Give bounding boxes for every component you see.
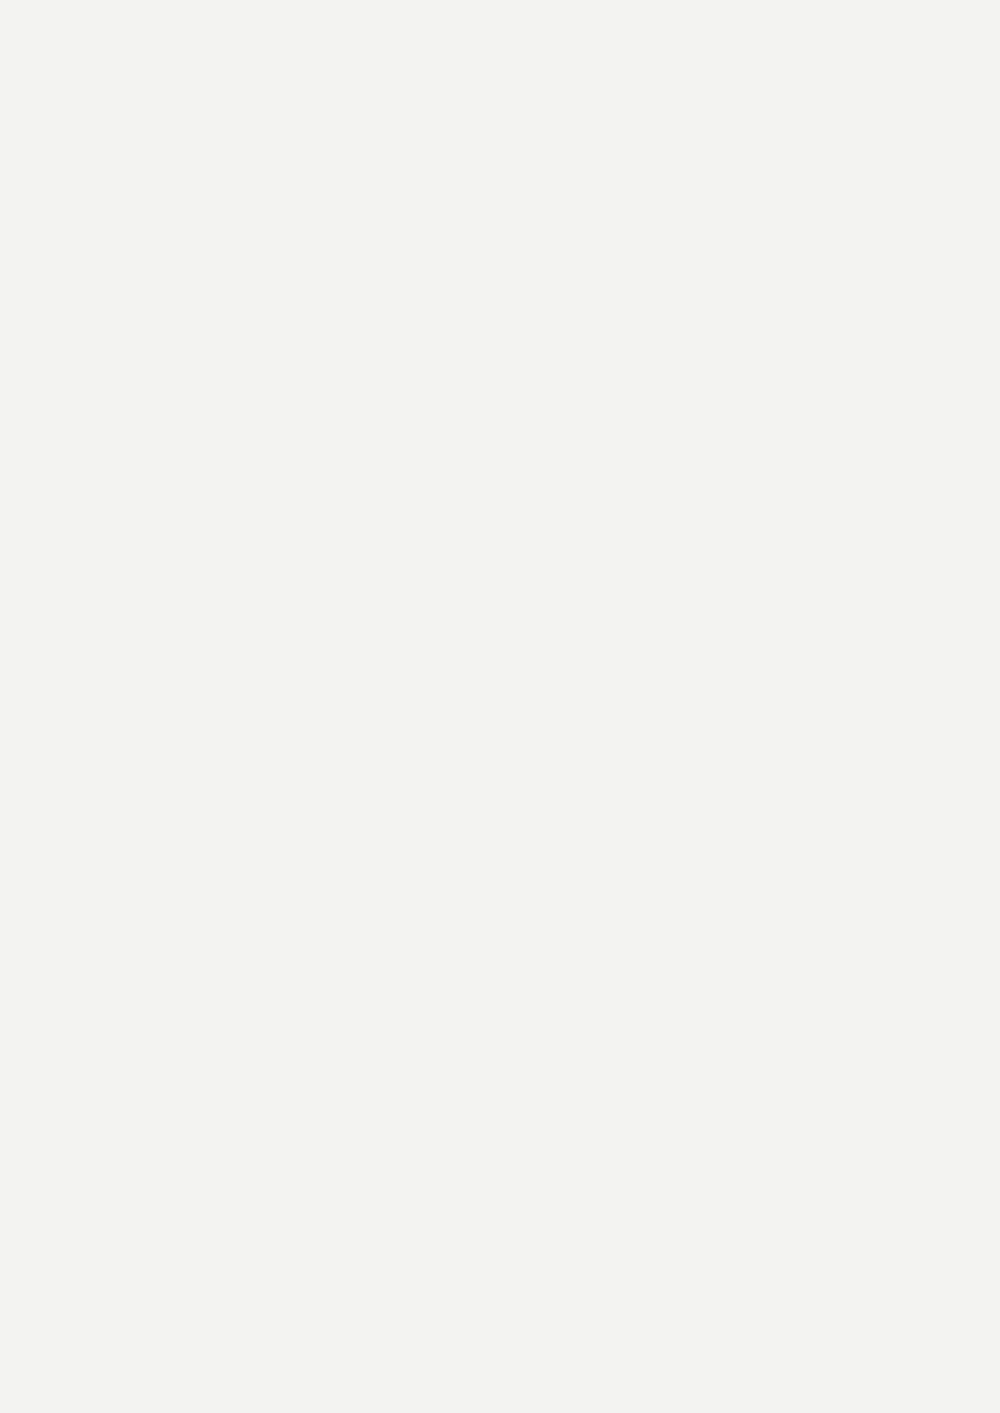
- site-logo: [810, 1330, 1000, 1413]
